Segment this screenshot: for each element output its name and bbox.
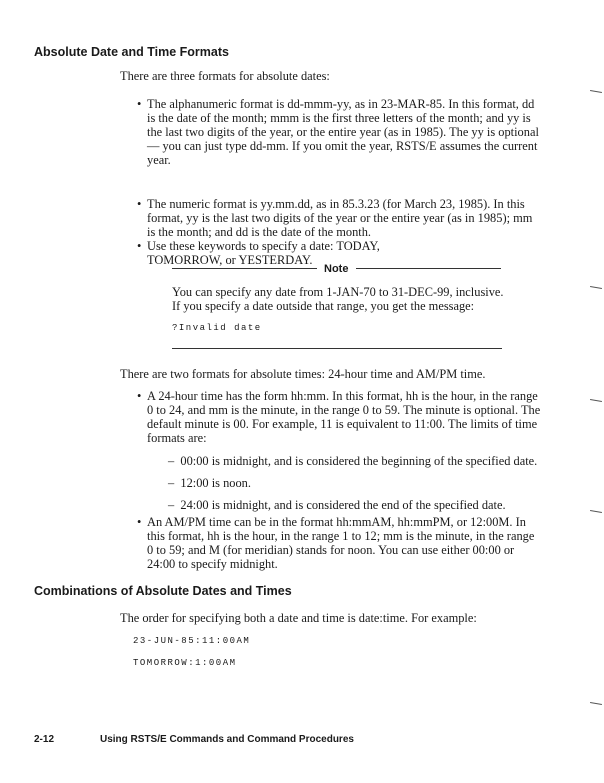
note-rule xyxy=(172,268,317,269)
list-item-text: The alphanumeric format is dd-mmm-yy, as in 23-MAR-85. In this format, dd is the date of the month; mmm is the first three letters of the month; and yy is the last two digits of the year, or the entire year (as in 1985). The yy is optional — you can just type dd-mm. If you omit the year, RSTS/E assumes the current year. xyxy=(147,97,539,167)
code-sample: ?Invalid date xyxy=(172,323,262,333)
list-item: • An AM/PM time can be in the format hh:mmAM, hh:mmPM, or 12:00M. In this format, hh is the hour, in the range 1 to 12; mm is the minute, in the range 0 to 59; and M (for meridian) stands for noon. You can use either 00:00 or 24:00 to specify midnight. xyxy=(137,515,542,571)
list-item: • A 24-hour time has the form hh:mm. In this format, hh is the hour, in the range 0 to 24, and mm is the minute, in the range 0 to 59. The minute is optional. The default minute is 00. For example, 11 is equivalent to 11:00. The limits of time formats are: xyxy=(137,389,541,445)
section-heading: Absolute Date and Time Formats xyxy=(34,45,229,59)
paragraph: The order for specifying both a date and time is date:time. For example: xyxy=(120,611,477,625)
margin-mark xyxy=(590,90,602,93)
sub-list-item: – 24:00 is midnight, and is considered the end of the specified date. xyxy=(168,498,506,512)
list-item: • Use these keywords to specify a date: TODAY, TOMORROW, or YESTERDAY. xyxy=(137,239,542,267)
section-heading: Combinations of Absolute Dates and Times xyxy=(34,584,292,598)
note-rule xyxy=(356,268,501,269)
note-text: You can specify any date from 1-JAN-70 to 31-DEC-99, inclusive. If you specify a date outside that range, you get the message: xyxy=(172,285,504,313)
sub-list-text: 12:00 is noon. xyxy=(180,476,251,490)
sub-list-text: 24:00 is midnight, and is considered the end of the specified date. xyxy=(180,498,506,512)
paragraph: There are three formats for absolute dates: xyxy=(120,69,330,83)
margin-mark xyxy=(590,286,602,289)
margin-mark xyxy=(590,510,602,513)
note-rule xyxy=(172,348,502,349)
sub-list-item: – 12:00 is noon. xyxy=(168,476,251,490)
list-item-text: A 24-hour time has the form hh:mm. In this format, hh is the hour, in the range 0 to 24, and mm is the minute, in the range 0 to 59. The minute is optional. The default minute is 00. For example, 11 is equivalent to 11:00. The limits of time formats are: xyxy=(147,389,541,445)
code-sample: TOMORROW:1:00AM xyxy=(133,658,237,668)
list-item: • The numeric format is yy.mm.dd, as in 85.3.23 (for March 23, 1985). In this format, yy is the last two digits of the year or the entire year (as in 1985); mm is the month; and dd is the date of the month. xyxy=(137,197,542,239)
sub-list-item: – 00:00 is midnight, and is considered the beginning of the specified date. xyxy=(168,454,538,468)
page-number: 2-12 xyxy=(34,734,55,745)
list-item-text: Use these keywords to specify a date: TODAY, TOMORROW, or YESTERDAY. xyxy=(147,239,380,267)
margin-mark xyxy=(590,702,602,705)
sub-list-text: 00:00 is midnight, and is considered the beginning of the specified date. xyxy=(180,454,538,468)
list-item-text: The numeric format is yy.mm.dd, as in 85.3.23 (for March 23, 1985). In this format, yy is the last two digits of the year or the entire year (as in 1985); mm is the month; and dd is the date of the month. xyxy=(147,197,533,239)
code-sample: 23-JUN-85:11:00AM xyxy=(133,636,251,646)
margin-mark xyxy=(590,399,602,402)
list-item: • The alphanumeric format is dd-mmm-yy, as in 23-MAR-85. In this format, dd is the date of the month; mmm is the first three letters of the month; and yy is the last two digits of the year, or the entire year (as in 1985). The yy is optional — you can just type dd-mm. If you omit the year, RSTS/E assumes the current year. xyxy=(137,97,542,167)
paragraph: There are two formats for absolute times: 24-hour time and AM/PM time. xyxy=(120,367,486,381)
list-item-text: An AM/PM time can be in the format hh:mmAM, hh:mmPM, or 12:00M. In this format, hh is the hour, in the range 1 to 12; mm is the minute, in the range 0 to 59; and M (for meridian) stands for noon. You can use either 00:00 or 24:00 to specify midnight. xyxy=(147,515,535,571)
footer-title: Using RSTS/E Commands and Command Procedures xyxy=(100,734,354,745)
note-title: Note xyxy=(324,263,349,275)
